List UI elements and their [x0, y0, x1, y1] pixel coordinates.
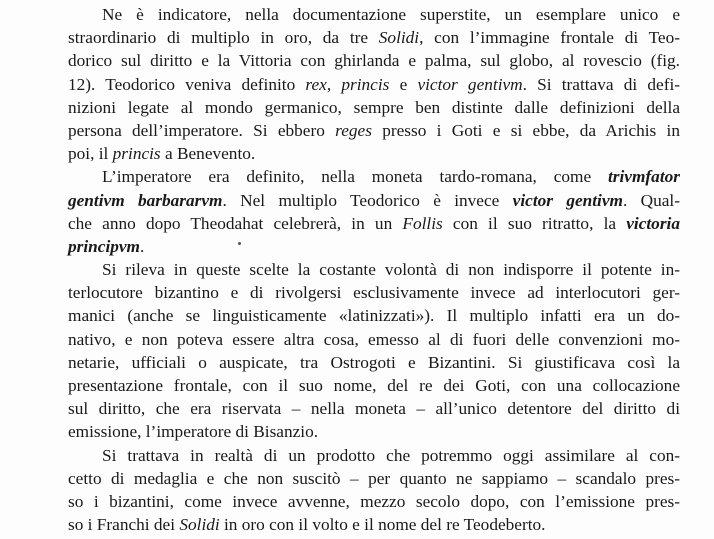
text-line	[68, 304, 680, 327]
body-text	[68, 3, 680, 536]
text-run: . Qual-	[622, 190, 680, 210]
text-run: terlocutore bizantino e di rivolgersi esclusivamente invece ad interlocutori ger-	[68, 283, 680, 303]
text-run: . Nel multiplo Teodorico è invece	[222, 190, 513, 210]
text-run: .	[140, 236, 145, 256]
text-run: a Benevento.	[160, 144, 256, 164]
text-run: Ne è indicatore, nella documentazione superstite, un esemplare unico e	[102, 5, 680, 24]
text-run: victoria	[626, 213, 680, 233]
text-run: 12). Teodorico veniva definito	[68, 74, 306, 94]
text-run: nizioni legate al mondo germanico, sempre ben distinte dalle definizioni della	[68, 97, 680, 117]
text-run: gentivm barbararvm	[68, 190, 223, 210]
text-line	[68, 212, 680, 235]
text-run: nativo, e non poteva essere altra cosa, emesso al di fuori delle convenzioni mo-	[68, 329, 680, 349]
stray-mark	[238, 242, 241, 245]
text-line	[68, 142, 680, 165]
text-line	[68, 96, 680, 119]
text-line	[68, 374, 680, 397]
text-run: victor gentivm	[417, 74, 523, 94]
text-run: presentazione frontale, con il suo nome, del re dei Goti, con una collocazione	[68, 376, 680, 395]
text-run: e	[389, 74, 418, 94]
text-line	[68, 420, 680, 443]
text-run: principvm	[68, 236, 141, 256]
text-run: sul diritto, che era riservata – nella moneta – all’unico detentore del diritto di	[68, 399, 680, 419]
text-line	[68, 119, 680, 142]
text-run: emissione, l’imperatore di Bisanzio.	[68, 422, 319, 442]
text-line	[68, 189, 680, 212]
text-run: Follis	[402, 213, 443, 233]
text-line	[68, 328, 680, 351]
text-run: princis	[112, 144, 161, 164]
text-run: L’imperatore era definito, nella moneta tardo-romana, come	[102, 167, 608, 187]
text-line	[68, 351, 680, 374]
text-run: so i bizantini, come invece avvenne, mezzo secolo dopo, con l’emissione pres-	[68, 491, 680, 511]
text-run: in oro con il volto e il nome del re Teodeberto.	[219, 515, 546, 535]
text-line	[68, 397, 680, 420]
text-run: manici (anche se linguisticamente «latinizzati»). Il multiplo infatti era un do-	[68, 306, 680, 326]
text-line	[68, 281, 680, 304]
text-line	[68, 49, 680, 72]
text-run: Si trattava in realtà di un prodotto che potremmo oggi assimilare al con-	[102, 445, 680, 465]
text-run: straordinario di multiplo in oro, da tre	[68, 28, 379, 48]
text-line	[68, 490, 680, 513]
text-run: reges	[335, 120, 372, 140]
text-run: netarie, ufficiali o auspicate, tra Ostrogoti e Bizantini. Si giustificava così la	[68, 352, 680, 372]
text-run: Solidi	[378, 28, 420, 48]
text-run: poi, il	[68, 144, 113, 164]
text-run: presso i Goti e si ebbe, da Arichis in	[371, 120, 681, 140]
text-run: Si rileva in queste scelte la costante volontà di non indisporre il potente in-	[102, 260, 680, 280]
text-line	[68, 467, 680, 490]
text-line	[68, 26, 680, 49]
text-run: persona dell’imperatore. Si ebbero	[68, 120, 336, 140]
text-run: cetto di medaglia e che non suscitò – per quanto ne sappiamo – scandalo pres-	[68, 468, 680, 488]
text-run: rex, princis	[305, 74, 390, 94]
text-run: Solidi	[179, 515, 220, 535]
text-run: con il suo ritratto, la	[442, 213, 627, 233]
text-line	[68, 235, 680, 258]
text-line	[68, 73, 680, 96]
text-run: so i Franchi dei	[68, 515, 180, 535]
text-run: che anno dopo Theodahat celebrerà, in un	[68, 213, 403, 233]
text-run: dorico sul diritto e la Vittoria con ghirlanda e palma, sul globo, al rovescio (fig.	[68, 51, 680, 71]
text-run: . Si trattava di defi-	[522, 74, 681, 94]
text-line	[68, 444, 680, 467]
text-run: , con l’immagine frontale di Teo-	[419, 28, 680, 48]
text-line	[68, 258, 680, 281]
text-line	[68, 513, 680, 536]
text-line	[68, 3, 680, 26]
text-run: trivmfator	[607, 167, 680, 187]
text-run: victor gentivm	[512, 190, 623, 210]
text-line	[68, 165, 680, 188]
